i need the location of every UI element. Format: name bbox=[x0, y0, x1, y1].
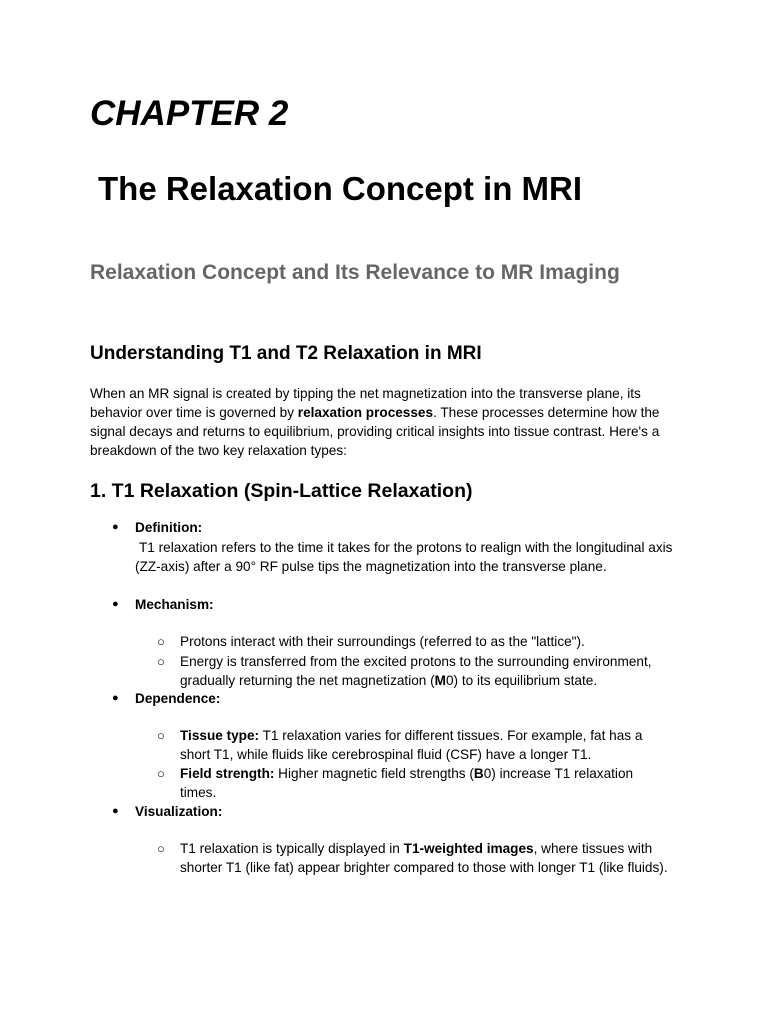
definition-text: T1 relaxation refers to the time it takes for the protons to realign with the longitudinal axis (ZZ-axis) after a 90° RF pulse tips the magnetization into the transverse plane. bbox=[135, 540, 673, 574]
dependence-item: Tissue type: T1 relaxation varies for different tissues. For example, fat has a short T1, while fluids like cerebrospinal fluid (CSF) have a longer T1. bbox=[180, 728, 643, 762]
circle-bullet-icon: ○ bbox=[157, 728, 165, 743]
circle-bullet-icon: ○ bbox=[157, 841, 165, 856]
section-heading: Understanding T1 and T2 Relaxation in MRI bbox=[90, 343, 482, 364]
circle-bullet-icon: ○ bbox=[157, 766, 165, 781]
bullet-icon: ● bbox=[112, 598, 119, 610]
bullet-icon: ● bbox=[112, 805, 119, 817]
definition-label: Definition: bbox=[135, 520, 203, 535]
bullet-icon: ● bbox=[112, 521, 119, 533]
section-subtitle: Relaxation Concept and Its Relevance to MR Imaging bbox=[90, 261, 620, 284]
intro-paragraph bbox=[90, 384, 680, 460]
circle-bullet-icon: ○ bbox=[157, 654, 165, 669]
intro-bold-term: relaxation processes bbox=[297, 405, 434, 420]
bullet-icon: ● bbox=[112, 692, 119, 704]
intro-text-end: . These processes determine how the signal decays and returns to equilibrium, providing critical insights into tissue contrast. Here's a breakdown of the two key relaxation types: bbox=[90, 405, 660, 458]
dependence-item: Field strength: Higher magnetic field strengths (B0) increase T1 relaxation times. bbox=[180, 766, 634, 800]
dependence-label: Dependence: bbox=[135, 691, 221, 706]
chapter-label: CHAPTER 2 bbox=[90, 94, 289, 133]
mechanism-item: Protons interact with their surroundings (referred to as the "lattice"). bbox=[180, 634, 585, 649]
t1-heading: 1. T1 Relaxation (Spin-Lattice Relaxation) bbox=[90, 480, 473, 502]
mechanism-item: Energy is transferred from the excited protons to the surrounding environment, gradually returning the net magnetization (M0) to its equilibrium state. bbox=[180, 654, 652, 688]
circle-bullet-icon: ○ bbox=[157, 634, 165, 649]
visualization-label: Visualization: bbox=[135, 804, 223, 819]
intro-text: When an MR signal is created by tipping the net magnetization into the transverse plane, its behavior over time is governed by bbox=[90, 386, 641, 420]
visualization-item: T1 relaxation is typically displayed in T1-weighted images, where tissues with shorter T1 (like fat) appear brighter compared to those with longer T1 (like fluids). bbox=[180, 841, 668, 875]
mechanism-label: Mechanism: bbox=[135, 597, 214, 612]
page-title: The Relaxation Concept in MRI bbox=[98, 170, 583, 207]
